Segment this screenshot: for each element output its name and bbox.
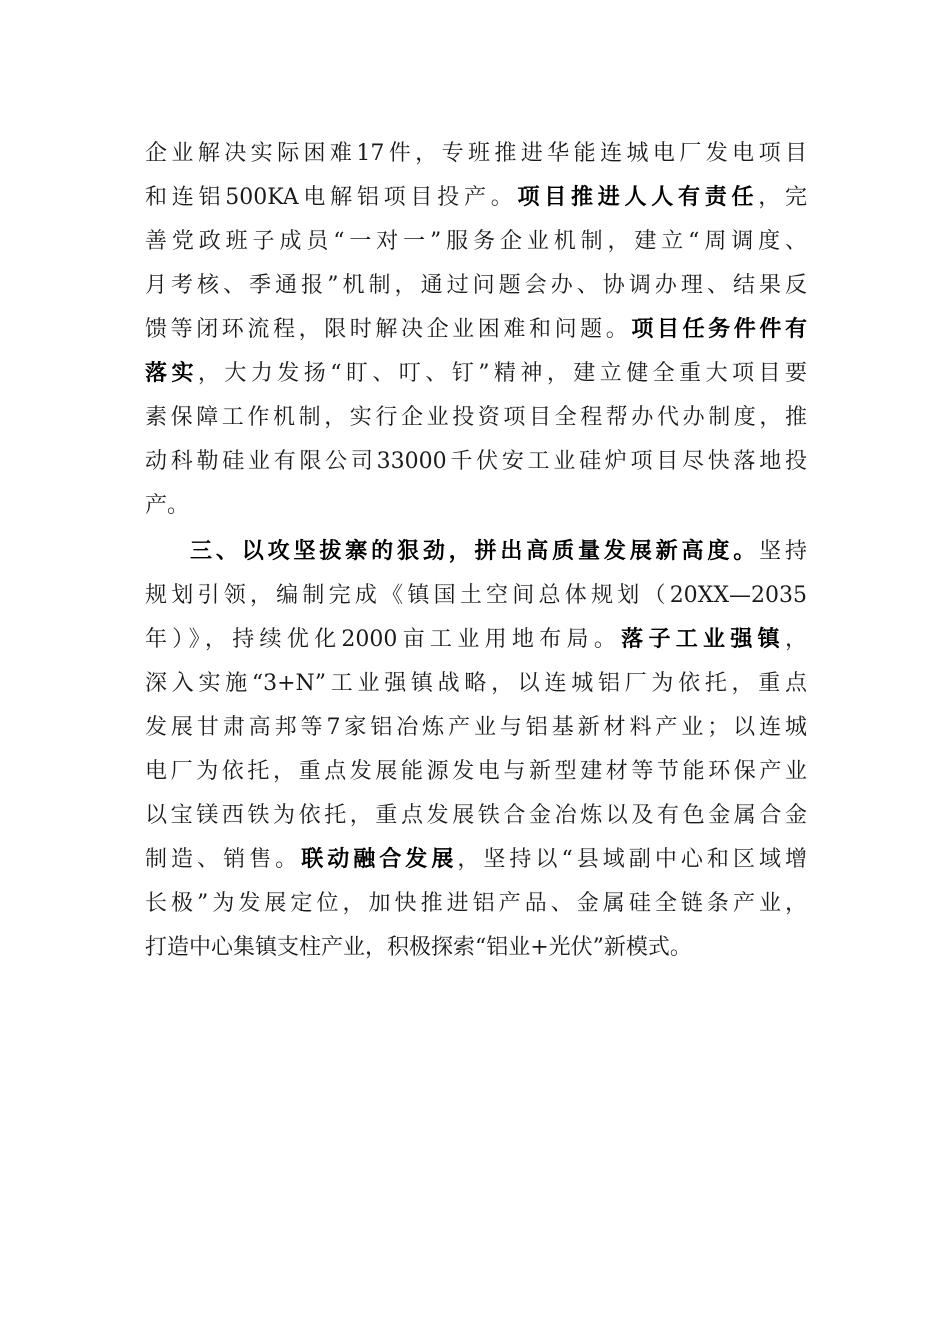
body-text: 长极”为发展定位，加快推进铝产品、金属硅全链条产业， bbox=[145, 891, 807, 916]
body-text: 善党政班子成员“一对一”服务企业机制，建立“周调度、 bbox=[145, 229, 807, 254]
text-line bbox=[145, 882, 807, 926]
text-line bbox=[145, 794, 807, 838]
body-text: 坚持 bbox=[759, 539, 807, 564]
text-line bbox=[145, 220, 807, 264]
text-line bbox=[145, 396, 807, 440]
body-text: 月考核、季通报”机制，通过问题会办、协调办理、结果反 bbox=[145, 273, 807, 298]
text-line bbox=[145, 352, 807, 396]
text-line bbox=[145, 132, 807, 176]
bold-heading-text: 三、以攻坚拔寨的狠劲，拼出高质量发展新高度。 bbox=[190, 539, 760, 564]
body-text: 年）》，持续优化2000亩工业用地布局。 bbox=[145, 627, 622, 652]
text-line bbox=[145, 618, 807, 662]
body-text: 素保障工作机制，实行企业投资项目全程帮办代办制度，推 bbox=[145, 405, 807, 430]
body-text: 深入实施“3+N”工业强镇战略，以连城铝厂为依托，重点 bbox=[145, 671, 807, 696]
body-text: 规划引领，编制完成《镇国土空间总体规划（20XX—2035 bbox=[145, 583, 807, 608]
body-text: ，坚持以“县域副中心和区域增 bbox=[457, 847, 807, 872]
text-line bbox=[145, 484, 807, 528]
body-text: 馈等闭环流程，限时解决企业困难和问题。 bbox=[145, 317, 632, 342]
text-line bbox=[145, 574, 807, 618]
bold-heading-text: 落实 bbox=[145, 361, 198, 386]
body-text: 发展甘肃高邦等7家铝冶炼产业与铝基新材料产业；以连城 bbox=[145, 715, 807, 740]
body-text: 打造中心集镇支柱产业，积极探索“铝业+光伏”新模式。 bbox=[145, 935, 692, 960]
body-text: ，完 bbox=[758, 185, 807, 210]
body-text: ， bbox=[784, 627, 807, 652]
body-text: 动科勒硅业有限公司33000千伏安工业硅炉项目尽快落地投 bbox=[145, 449, 807, 474]
text-line bbox=[145, 706, 807, 750]
text-line bbox=[145, 926, 807, 970]
bold-heading-text: 落子工业强镇 bbox=[621, 627, 785, 652]
text-line bbox=[145, 264, 807, 308]
bold-heading-text: 项目任务件件有 bbox=[631, 317, 807, 342]
text-line bbox=[145, 308, 807, 352]
bold-heading-text: 项目推进人人有责任 bbox=[517, 185, 759, 210]
body-text: 企业解决实际困难17件，专班推进华能连城电厂发电项目 bbox=[145, 141, 807, 166]
text-line bbox=[190, 530, 807, 574]
body-text: 以宝镁西铁为依托，重点发展铁合金冶炼以及有色金属合金 bbox=[145, 803, 807, 828]
text-line bbox=[145, 838, 807, 882]
text-line bbox=[145, 750, 807, 794]
body-text: 和连铝500KA电解铝项目投产。 bbox=[145, 185, 518, 210]
text-line bbox=[145, 662, 807, 706]
text-line bbox=[145, 176, 807, 220]
body-text: 电厂为依托，重点发展能源发电与新型建材等节能环保产业 bbox=[145, 759, 807, 784]
body-text: 产。 bbox=[145, 493, 190, 518]
bold-heading-text: 联动融合发展 bbox=[301, 847, 458, 872]
body-text: ，大力发扬“盯、叮、钉”精神，建立健全重大项目要 bbox=[197, 361, 807, 386]
body-text: 制造、销售。 bbox=[145, 847, 302, 872]
text-line bbox=[145, 440, 807, 484]
